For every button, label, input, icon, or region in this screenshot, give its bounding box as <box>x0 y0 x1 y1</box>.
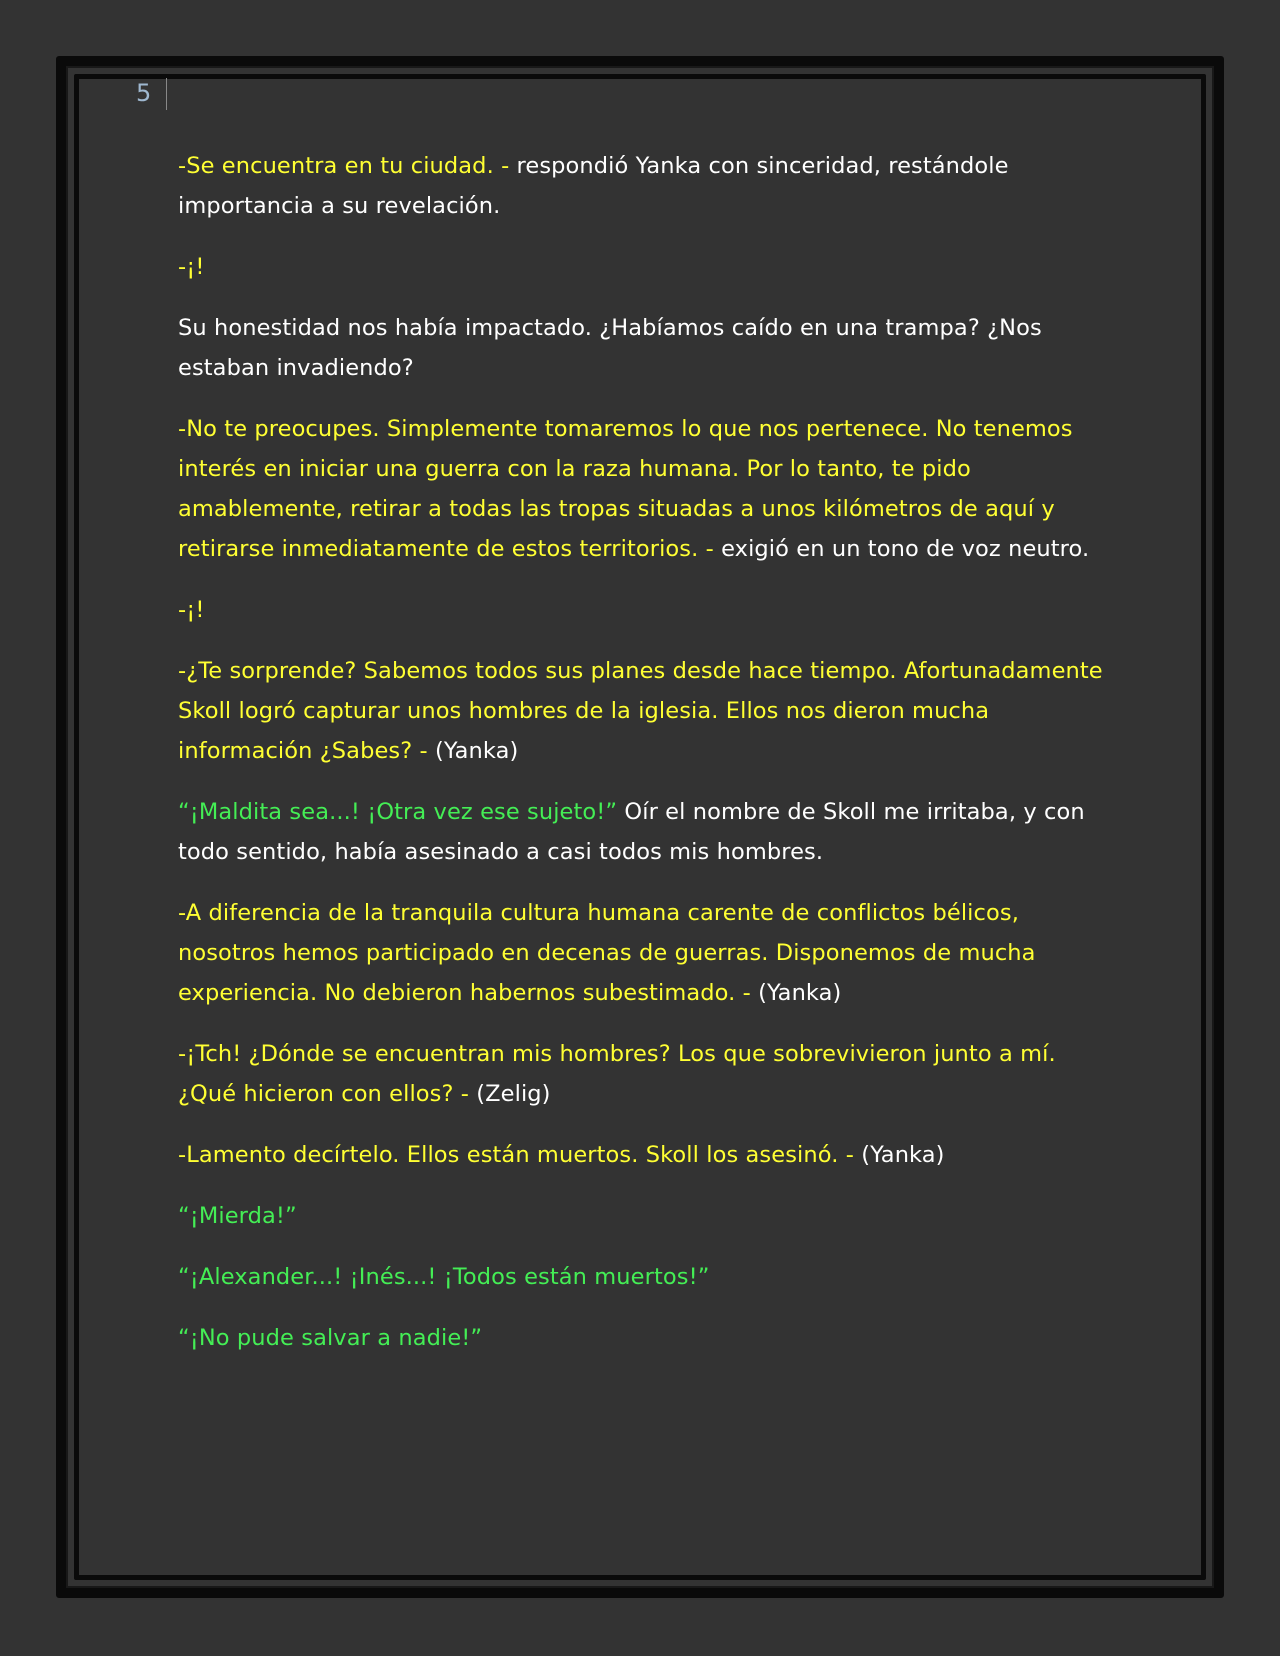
dialogue-text: -¡! <box>178 254 205 280</box>
story-paragraph <box>178 247 1108 287</box>
story-paragraph <box>178 308 1108 388</box>
story-paragraph <box>178 893 1108 1013</box>
narration-text: Oír el nombre de Skoll me irritaba, y con todo sentido, había asesinado a casi todos mis hombres. <box>178 799 1085 865</box>
narration-text: (Yanka) <box>758 980 842 1006</box>
dialogue-text: -No te preocupes. Simplemente tomaremos lo que nos pertenece. No tenemos interés en iniciar una guerra con la raza humana. Por lo tanto, te pido amablemente, retirar a todas las tropas situadas a unos kilómetros de aquí y retirarse inmediatamente de estos territorios. - <box>178 416 1073 562</box>
dialogue-text: -A diferencia de la tranquila cultura humana carente de conflictos bélicos, nosotros hemos participado en decenas de guerras. Disponemos de mucha experiencia. No debieron habernos subestimado. - <box>178 900 1036 1006</box>
narration-text: (Yanka) <box>861 1142 945 1168</box>
story-paragraph <box>178 146 1108 226</box>
thought-text: “¡Alexander...! ¡Inés...! ¡Todos están muertos!” <box>178 1264 710 1290</box>
narration-text: Su honestidad nos había impactado. ¿Habíamos caído en una trampa? ¿Nos estaban invadiendo? <box>178 315 1042 381</box>
thought-text: “¡Maldita sea...! ¡Otra vez ese sujeto!” <box>178 799 625 825</box>
story-paragraph <box>178 1034 1108 1114</box>
story-paragraph <box>178 1257 1108 1297</box>
dialogue-text: -¿Te sorprende? Sabemos todos sus planes desde hace tiempo. Afortunadamente Skoll logró capturar unos hombres de la iglesia. Ellos nos dieron mucha información ¿Sabes? - <box>178 658 1103 764</box>
dialogue-text: -¡Tch! ¿Dónde se encuentran mis hombres? Los que sobrevivieron junto a mí. ¿Qué hicieron con ellos? - <box>178 1041 1056 1107</box>
thought-text: “¡No pude salvar a nadie!” <box>178 1325 483 1351</box>
story-paragraph <box>178 590 1108 630</box>
story-paragraph <box>178 792 1108 872</box>
story-paragraph <box>178 409 1108 569</box>
text-cursor <box>166 78 167 110</box>
narration-text: respondió Yanka con sinceridad, restándole importancia a su revelación. <box>178 153 1009 219</box>
story-text <box>178 146 1108 1379</box>
page-number: 5 <box>136 79 152 107</box>
narration-text: (Yanka) <box>434 738 519 764</box>
story-paragraph <box>178 1135 1108 1175</box>
story-paragraph <box>178 1318 1108 1358</box>
thought-text: “¡Mierda!” <box>178 1203 297 1229</box>
narration-text: exigió en un tono de voz neutro. <box>721 536 1090 562</box>
narration-text: (Zelig) <box>476 1081 551 1107</box>
dialogue-text: -Se encuentra en tu ciudad. - <box>178 153 517 179</box>
story-paragraph <box>178 651 1108 771</box>
story-paragraph <box>178 1196 1108 1236</box>
dialogue-text: -¡! <box>178 597 205 623</box>
dialogue-text: -Lamento decírtelo. Ellos están muertos. Skoll los asesinó. - <box>178 1142 862 1168</box>
